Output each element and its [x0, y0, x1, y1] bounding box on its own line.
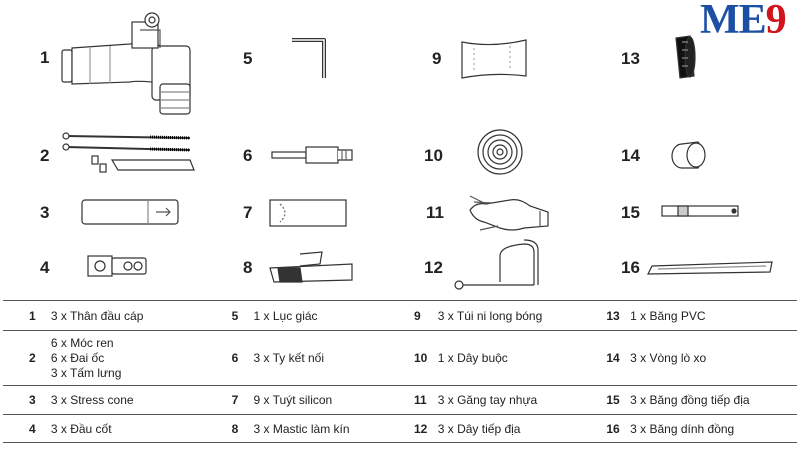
plastic-glove-icon	[470, 196, 548, 230]
item-number-9: 9	[432, 49, 442, 68]
part-number: 14	[606, 351, 620, 365]
item-number-12: 12	[424, 258, 443, 277]
item-number-8: 8	[243, 258, 253, 277]
part-description: 3 x Thân đầu cáp	[50, 308, 144, 323]
item-number-13: 13	[621, 49, 640, 68]
part-description: 3 x Đầu cốt	[50, 421, 112, 436]
part-description: 3 x Mastic làm kín	[253, 421, 350, 436]
copper-tape-icon	[648, 262, 772, 274]
part-description: 3 x Băng dính đồng	[630, 421, 735, 436]
part-description: 1 x Dây buộc	[437, 351, 508, 365]
hooks-nuts-plate-icon	[63, 133, 194, 172]
item-number-4: 4	[40, 258, 50, 277]
part-description-line: 6 x Đai ốc	[50, 350, 105, 365]
table-row	[3, 386, 797, 415]
item-number-10: 10	[424, 146, 443, 165]
connecting-rod-icon	[272, 147, 352, 163]
part-description: 1 x Lục giác	[253, 308, 318, 323]
item-number-14: 14	[621, 146, 640, 165]
tie-wire-coil-icon	[478, 130, 522, 174]
me9-logo: ME9	[700, 0, 786, 43]
part-number: 4	[29, 421, 36, 436]
part-description-line: 6 x Móc ren	[50, 335, 114, 350]
nylon-bag-icon	[462, 40, 526, 78]
table-row	[3, 331, 797, 386]
item-number-15: 15	[621, 203, 640, 222]
part-number: 16	[606, 421, 620, 436]
item-number-16: 16	[621, 258, 640, 277]
part-number: 9	[413, 308, 421, 323]
part-number: 2	[29, 351, 36, 365]
cable-termination-body-icon	[62, 13, 190, 114]
part-description: 9 x Tuýt silicon	[253, 393, 333, 407]
part-number: 12	[413, 421, 428, 436]
item-number-1: 1	[40, 48, 50, 67]
part-number: 5	[231, 308, 239, 323]
parts-table	[3, 300, 797, 443]
item-number-7: 7	[243, 203, 253, 222]
part-number: 3	[29, 393, 36, 407]
part-description: 3 x Găng tay nhựa	[437, 393, 538, 407]
earth-wire-icon	[455, 240, 538, 289]
item-number-2: 2	[40, 146, 50, 165]
part-description: 1 x Băng PVC	[630, 308, 706, 323]
item-number-3: 3	[40, 203, 50, 222]
part-number: 11	[413, 393, 427, 407]
part-number: 1	[29, 308, 36, 323]
hex-key-icon	[292, 40, 324, 78]
part-description: 3 x Ty kết nối	[253, 351, 324, 365]
stress-cone-icon	[82, 200, 178, 224]
part-description	[51, 331, 206, 386]
part-number: 8	[231, 421, 239, 436]
part-number: 13	[606, 308, 620, 323]
spring-ring-icon	[672, 142, 705, 168]
part-description: 3 x Túi ni long bóng	[437, 308, 543, 323]
part-number: 7	[231, 393, 239, 407]
silicone-tube-icon	[270, 200, 346, 226]
item-number-6: 6	[243, 146, 253, 165]
part-description: 3 x Vòng lò xo	[630, 351, 707, 365]
part-number: 6	[231, 351, 239, 365]
item-number-5: 5	[243, 49, 253, 68]
part-description: 3 x Dây tiếp địa	[437, 421, 521, 436]
part-number: 15	[606, 393, 620, 407]
table-row	[3, 415, 797, 443]
mastic-strip-icon	[270, 252, 352, 282]
cable-lug-icon	[88, 256, 146, 276]
table-row	[3, 301, 797, 331]
part-description: 3 x Stress cone	[50, 393, 134, 407]
item-number-11: 11	[426, 203, 444, 222]
part-description: 3 x Băng đồng tiếp địa	[630, 393, 750, 407]
pvc-tape-roll-icon	[676, 36, 695, 78]
part-description-line: 3 x Tấm lưng	[50, 365, 122, 380]
part-number: 10	[413, 351, 428, 365]
copper-braid-icon	[662, 206, 738, 216]
